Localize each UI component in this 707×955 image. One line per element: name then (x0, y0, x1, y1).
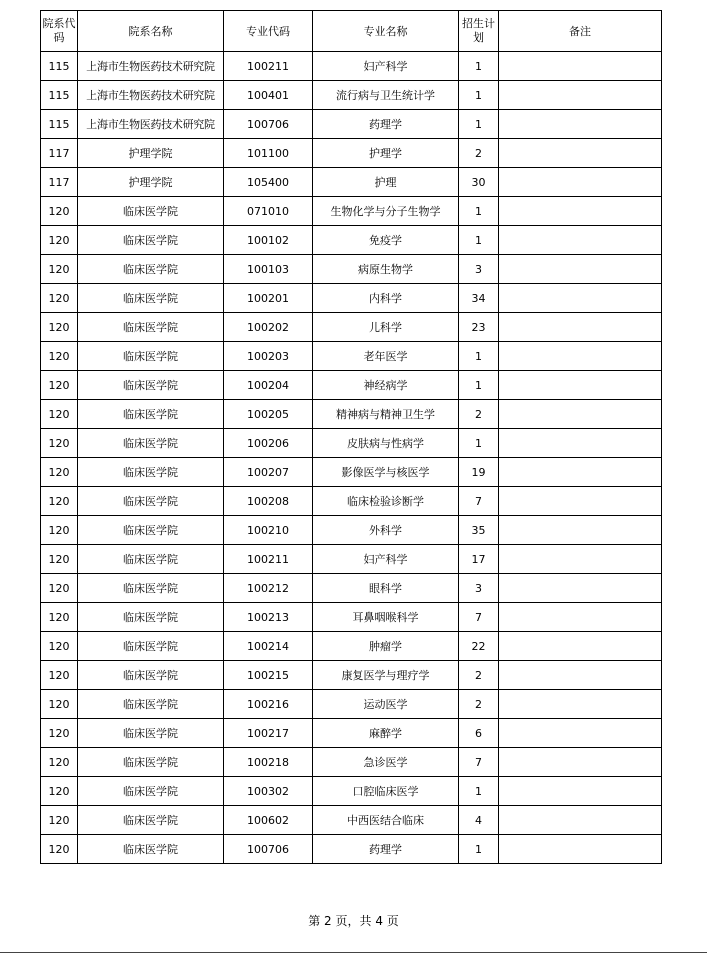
dept-name-cell: 临床医学院 (78, 690, 224, 719)
major-code-cell: 100211 (224, 545, 313, 574)
quota-cell: 1 (459, 110, 499, 139)
table-row (41, 516, 662, 545)
major-name-cell: 外科学 (313, 516, 459, 545)
remark-cell (499, 516, 662, 545)
table-row (41, 661, 662, 690)
dept-code-cell: 120 (41, 371, 78, 400)
page-number: 第 2 页，共 4 页 (308, 914, 399, 928)
dept-name-cell: 临床医学院 (78, 661, 224, 690)
remark-cell (499, 603, 662, 632)
dept-name-cell: 临床医学院 (78, 806, 224, 835)
remark-cell (499, 255, 662, 284)
quota-cell: 23 (459, 313, 499, 342)
table-row (41, 458, 662, 487)
dept-name-cell: 临床医学院 (78, 255, 224, 284)
major-code-cell: 100215 (224, 661, 313, 690)
dept-code-cell: 117 (41, 168, 78, 197)
dept-name-cell: 临床医学院 (78, 429, 224, 458)
quota-cell: 7 (459, 603, 499, 632)
dept-code-cell: 120 (41, 545, 78, 574)
dept-name-cell: 临床医学院 (78, 400, 224, 429)
remark-cell (499, 284, 662, 313)
header-dept-code: 院系代码 (41, 11, 78, 52)
remark-cell (499, 777, 662, 806)
remark-cell (499, 429, 662, 458)
table-row (41, 632, 662, 661)
remark-cell (499, 458, 662, 487)
table-row (41, 81, 662, 110)
remark-cell (499, 52, 662, 81)
remark-cell (499, 168, 662, 197)
remark-cell (499, 371, 662, 400)
major-name-cell: 神经病学 (313, 371, 459, 400)
dept-name-cell: 临床医学院 (78, 313, 224, 342)
remark-cell (499, 110, 662, 139)
quota-cell: 1 (459, 52, 499, 81)
dept-code-cell: 120 (41, 574, 78, 603)
table-row (41, 168, 662, 197)
major-name-cell: 耳鼻咽喉科学 (313, 603, 459, 632)
dept-name-cell: 临床医学院 (78, 197, 224, 226)
table-row (41, 342, 662, 371)
major-code-cell: 100103 (224, 255, 313, 284)
dept-name-cell: 上海市生物医药技术研究院 (78, 110, 224, 139)
remark-cell (499, 81, 662, 110)
table-row (41, 806, 662, 835)
dept-code-cell: 120 (41, 777, 78, 806)
quota-cell: 1 (459, 81, 499, 110)
remark-cell (499, 487, 662, 516)
dept-code-cell: 117 (41, 139, 78, 168)
dept-name-cell: 临床医学院 (78, 487, 224, 516)
major-name-cell: 眼科学 (313, 574, 459, 603)
dept-code-cell: 115 (41, 110, 78, 139)
header-remark: 备注 (499, 11, 662, 52)
dept-code-cell: 120 (41, 748, 78, 777)
dept-name-cell: 临床医学院 (78, 603, 224, 632)
major-code-cell: 100207 (224, 458, 313, 487)
major-name-cell: 内科学 (313, 284, 459, 313)
table-row (41, 110, 662, 139)
major-code-cell: 100204 (224, 371, 313, 400)
quota-cell: 1 (459, 371, 499, 400)
major-name-cell: 急诊医学 (313, 748, 459, 777)
remark-cell (499, 197, 662, 226)
remark-cell (499, 690, 662, 719)
quota-cell: 35 (459, 516, 499, 545)
dept-name-cell: 临床医学院 (78, 835, 224, 864)
major-name-cell: 肿瘤学 (313, 632, 459, 661)
major-name-cell: 药理学 (313, 110, 459, 139)
dept-code-cell: 120 (41, 806, 78, 835)
table-row (41, 487, 662, 516)
major-code-cell: 100214 (224, 632, 313, 661)
quota-cell: 3 (459, 574, 499, 603)
dept-code-cell: 115 (41, 81, 78, 110)
major-name-cell: 康复医学与理疗学 (313, 661, 459, 690)
dept-code-cell: 120 (41, 632, 78, 661)
major-name-cell: 儿科学 (313, 313, 459, 342)
major-code-cell: 100202 (224, 313, 313, 342)
quota-cell: 19 (459, 458, 499, 487)
major-name-cell: 麻醉学 (313, 719, 459, 748)
dept-name-cell: 临床医学院 (78, 777, 224, 806)
table-row (41, 603, 662, 632)
dept-code-cell: 120 (41, 313, 78, 342)
quota-cell: 22 (459, 632, 499, 661)
quota-cell: 2 (459, 139, 499, 168)
major-code-cell: 100211 (224, 52, 313, 81)
major-code-cell: 101100 (224, 139, 313, 168)
major-name-cell: 影像医学与核医学 (313, 458, 459, 487)
dept-code-cell: 120 (41, 284, 78, 313)
major-code-cell: 100706 (224, 835, 313, 864)
major-code-cell: 100602 (224, 806, 313, 835)
remark-cell (499, 226, 662, 255)
dept-name-cell: 临床医学院 (78, 719, 224, 748)
dept-name-cell: 临床医学院 (78, 458, 224, 487)
quota-cell: 2 (459, 690, 499, 719)
dept-code-cell: 120 (41, 661, 78, 690)
dept-name-cell: 临床医学院 (78, 748, 224, 777)
major-code-cell: 100206 (224, 429, 313, 458)
table-row (41, 574, 662, 603)
quota-cell: 2 (459, 661, 499, 690)
major-name-cell: 流行病与卫生统计学 (313, 81, 459, 110)
header-major-name: 专业名称 (313, 11, 459, 52)
table-row (41, 371, 662, 400)
table-row (41, 690, 662, 719)
dept-code-cell: 120 (41, 400, 78, 429)
remark-cell (499, 139, 662, 168)
dept-name-cell: 护理学院 (78, 139, 224, 168)
major-name-cell: 妇产科学 (313, 545, 459, 574)
major-code-cell: 100216 (224, 690, 313, 719)
table-row (41, 400, 662, 429)
major-code-cell: 100208 (224, 487, 313, 516)
major-code-cell: 100706 (224, 110, 313, 139)
major-code-cell: 100213 (224, 603, 313, 632)
dept-name-cell: 护理学院 (78, 168, 224, 197)
dept-code-cell: 120 (41, 342, 78, 371)
major-name-cell: 生物化学与分子生物学 (313, 197, 459, 226)
quota-cell: 34 (459, 284, 499, 313)
major-code-cell: 100205 (224, 400, 313, 429)
table-body (41, 52, 662, 864)
dept-code-cell: 120 (41, 603, 78, 632)
dept-name-cell: 临床医学院 (78, 516, 224, 545)
major-name-cell: 免疫学 (313, 226, 459, 255)
dept-name-cell: 临床医学院 (78, 371, 224, 400)
quota-cell: 7 (459, 487, 499, 516)
dept-code-cell: 120 (41, 487, 78, 516)
quota-cell: 1 (459, 226, 499, 255)
major-name-cell: 皮肤病与性病学 (313, 429, 459, 458)
remark-cell (499, 632, 662, 661)
major-code-cell: 100203 (224, 342, 313, 371)
table-row (41, 835, 662, 864)
table-row (41, 284, 662, 313)
remark-cell (499, 400, 662, 429)
quota-cell: 7 (459, 748, 499, 777)
dept-code-cell: 120 (41, 197, 78, 226)
major-name-cell: 护理学 (313, 139, 459, 168)
dept-name-cell: 上海市生物医药技术研究院 (78, 52, 224, 81)
header-quota: 招生计划 (459, 11, 499, 52)
remark-cell (499, 835, 662, 864)
major-code-cell: 100212 (224, 574, 313, 603)
major-name-cell: 病原生物学 (313, 255, 459, 284)
table-row (41, 255, 662, 284)
major-name-cell: 精神病与精神卫生学 (313, 400, 459, 429)
major-code-cell: 100210 (224, 516, 313, 545)
quota-cell: 1 (459, 342, 499, 371)
header-row (41, 11, 662, 52)
major-name-cell: 老年医学 (313, 342, 459, 371)
dept-code-cell: 115 (41, 52, 78, 81)
remark-cell (499, 748, 662, 777)
dept-name-cell: 临床医学院 (78, 342, 224, 371)
major-code-cell: 100302 (224, 777, 313, 806)
major-code-cell: 100218 (224, 748, 313, 777)
major-code-cell: 100201 (224, 284, 313, 313)
quota-cell: 2 (459, 400, 499, 429)
remark-cell (499, 574, 662, 603)
remark-cell (499, 719, 662, 748)
table-row (41, 139, 662, 168)
table-row (41, 226, 662, 255)
table-row (41, 313, 662, 342)
dept-code-cell: 120 (41, 719, 78, 748)
dept-name-cell: 上海市生物医药技术研究院 (78, 81, 224, 110)
header-major-code: 专业代码 (224, 11, 313, 52)
table-row (41, 777, 662, 806)
major-name-cell: 护理 (313, 168, 459, 197)
dept-code-cell: 120 (41, 516, 78, 545)
header-dept-name: 院系名称 (78, 11, 224, 52)
table-row (41, 545, 662, 574)
quota-cell: 1 (459, 835, 499, 864)
major-name-cell: 药理学 (313, 835, 459, 864)
table-row (41, 429, 662, 458)
page-bottom-border (0, 952, 707, 953)
dept-code-cell: 120 (41, 458, 78, 487)
dept-name-cell: 临床医学院 (78, 284, 224, 313)
table-row (41, 719, 662, 748)
remark-cell (499, 342, 662, 371)
dept-name-cell: 临床医学院 (78, 574, 224, 603)
dept-code-cell: 120 (41, 690, 78, 719)
quota-cell: 1 (459, 197, 499, 226)
quota-cell: 3 (459, 255, 499, 284)
dept-name-cell: 临床医学院 (78, 632, 224, 661)
major-code-cell: 100102 (224, 226, 313, 255)
quota-cell: 17 (459, 545, 499, 574)
quota-cell: 6 (459, 719, 499, 748)
quota-cell: 1 (459, 777, 499, 806)
quota-cell: 30 (459, 168, 499, 197)
table-row (41, 52, 662, 81)
remark-cell (499, 313, 662, 342)
major-code-cell: 100217 (224, 719, 313, 748)
major-name-cell: 口腔临床医学 (313, 777, 459, 806)
remark-cell (499, 806, 662, 835)
major-name-cell: 运动医学 (313, 690, 459, 719)
major-name-cell: 妇产科学 (313, 52, 459, 81)
table-row (41, 748, 662, 777)
table-row (41, 197, 662, 226)
major-name-cell: 中西医结合临床 (313, 806, 459, 835)
remark-cell (499, 661, 662, 690)
quota-cell: 1 (459, 429, 499, 458)
dept-code-cell: 120 (41, 429, 78, 458)
major-code-cell: 071010 (224, 197, 313, 226)
remark-cell (499, 545, 662, 574)
dept-code-cell: 120 (41, 226, 78, 255)
enrollment-table (40, 10, 662, 864)
dept-code-cell: 120 (41, 255, 78, 284)
dept-name-cell: 临床医学院 (78, 545, 224, 574)
dept-code-cell: 120 (41, 835, 78, 864)
dept-name-cell: 临床医学院 (78, 226, 224, 255)
major-code-cell: 100401 (224, 81, 313, 110)
quota-cell: 4 (459, 806, 499, 835)
major-code-cell: 105400 (224, 168, 313, 197)
major-name-cell: 临床检验诊断学 (313, 487, 459, 516)
